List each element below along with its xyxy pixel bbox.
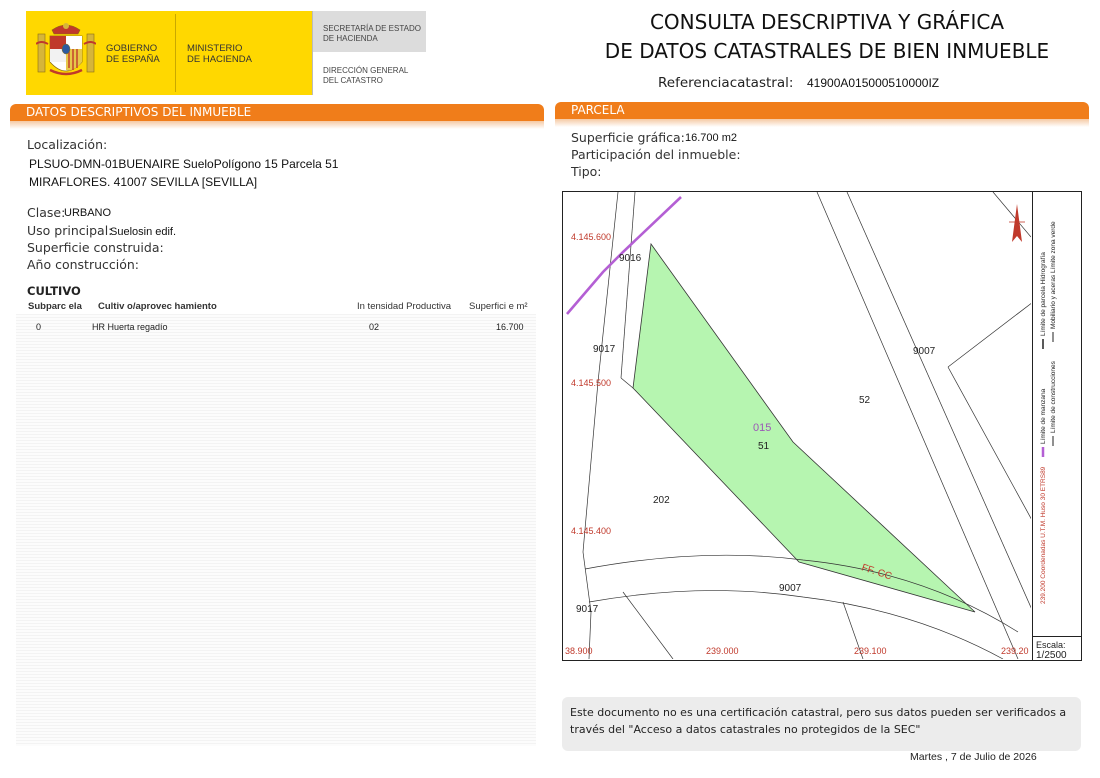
- ministerio-line: DE HACIENDA: [187, 54, 252, 65]
- legend-item-construcciones: Límite de construcciones: [1050, 361, 1057, 433]
- ano-label: Año construcción:: [27, 257, 140, 272]
- uso-value: Suelosin edif.: [110, 226, 177, 238]
- localizacion-line1: PLSUO-DMN-01BUENAIRE SueloPolígono 15 Parcela 51: [29, 157, 339, 171]
- header-divider: [312, 11, 313, 95]
- manzana-label-015: 015: [753, 422, 772, 434]
- y-coord-label: 4.145.500: [571, 378, 612, 388]
- col-header-intensidad: In tensidad Productiva: [357, 301, 452, 312]
- uso-label: Uso principal:: [27, 223, 113, 238]
- x-coord-label: 239.100: [854, 646, 887, 656]
- parcel-label-9007: 9007: [913, 346, 936, 357]
- cultivo-table-body: [16, 314, 536, 746]
- cell-cultivo: HR Huerta regadío: [92, 322, 168, 332]
- cultivo-title: CULTIVO: [27, 284, 81, 298]
- localizacion-line2: MIRAFLORES. 41007 SEVILLA [SEVILLA]: [29, 175, 258, 189]
- col-header-superficie: Superfici e m²: [469, 301, 528, 312]
- cadastral-map: [562, 191, 1033, 661]
- north-arrow-icon: [1009, 204, 1025, 242]
- cell-subparcela: 0: [36, 322, 42, 332]
- x-coord-label: 239.000: [706, 646, 739, 656]
- map-drawing: [563, 192, 1031, 659]
- legend-item-manzana: Límite de manzana: [1040, 388, 1047, 444]
- y-coord-label: 4.145.400: [571, 526, 612, 536]
- section-bar-shadow: [10, 121, 544, 129]
- section-bar-descriptivos: DATOS DESCRIPTIVOS DEL INMUEBLE: [10, 104, 544, 121]
- scale-value: 1/2500: [1036, 650, 1067, 661]
- secretaria-line: DE HACIENDA: [323, 33, 378, 43]
- page-title: [560, 8, 1094, 66]
- ministerio-text: [187, 43, 252, 65]
- ministerio-line: MINISTERIO: [187, 43, 243, 54]
- sup-construida-label: Superficie construida:: [27, 240, 164, 255]
- col-header-subparcela: Subparc ela: [28, 301, 82, 312]
- superficie-grafica-value: 16.700 m2: [685, 132, 737, 144]
- parcel-label-9016: 9016: [619, 253, 642, 264]
- y-coord-label: 4.145.600: [571, 232, 612, 242]
- legend-coords-note: 239.200 Coordenadas U.T.M. Huso 30 ETRS89: [1040, 466, 1047, 604]
- gobierno-line: DE ESPAÑA: [106, 54, 160, 65]
- parcel-label-52: 52: [859, 395, 871, 406]
- cultivo-table-header: [16, 297, 536, 315]
- scale-label: Escala:: [1036, 640, 1066, 650]
- clase-value: URBANO: [64, 207, 112, 219]
- parcel-label-9007-road: 9007: [779, 583, 802, 594]
- participacion-label: Participación del inmueble:: [571, 147, 741, 162]
- section-bar-shadow: [555, 119, 1089, 127]
- legend-item-mobiliario: Mobiliario y aceras Límite zona verde: [1050, 221, 1057, 329]
- coat-of-arms-icon: [36, 20, 96, 86]
- title-line: CONSULTA DESCRIPTIVA Y GRÁFICA: [649, 10, 1005, 34]
- note-line: Este documento no es una certificación catastral, pero sus datos pueden ser verificados a: [570, 706, 1067, 719]
- ref-label: Referenciacatastral:: [658, 75, 794, 91]
- ffcc-label: FF. CC: [860, 562, 894, 583]
- parcel-label-51: 51: [758, 441, 770, 452]
- legend-item-parcela: Límite de parcela Hidrografía: [1040, 252, 1047, 336]
- cell-superficie: 16.700: [496, 322, 524, 332]
- secretaria-line: SECRETARÍA DE ESTADO: [323, 24, 421, 33]
- superficie-grafica-label: Superficie gráfica:: [571, 130, 685, 145]
- header-divider: [175, 14, 176, 92]
- title-line: DE DATOS CATASTRALES DE BIEN INMUEBLE: [604, 39, 1050, 63]
- disclaimer-note: [562, 697, 1081, 751]
- ref-value: 41900A015000510000IZ: [807, 76, 940, 90]
- direccion-line: DIRECCIÓN GENERAL: [323, 66, 409, 75]
- x-coord-label: 239.20: [1001, 646, 1029, 656]
- parcel-label-9017-road: 9017: [576, 604, 599, 615]
- table-row: [16, 318, 536, 334]
- map-legend: [1033, 191, 1082, 637]
- section-bar-parcela: PARCELA: [555, 102, 1089, 119]
- tipo-label: Tipo:: [571, 164, 602, 179]
- secretaria-text: [323, 24, 421, 43]
- map-scale: [1033, 636, 1082, 661]
- note-line: través del "Acceso a datos catastrales no protegidos de la SEC": [570, 723, 921, 736]
- gobierno-text: [106, 43, 160, 65]
- localizacion-label: Localización:: [27, 137, 108, 152]
- legend-drawing: [1033, 192, 1081, 635]
- gobierno-line: GOBIERNO: [106, 43, 158, 54]
- x-coord-label: 38.900: [565, 646, 593, 656]
- direccion-text: [323, 66, 408, 85]
- clase-label: Clase:: [27, 205, 66, 220]
- cell-intensidad: 02: [369, 322, 380, 332]
- parcel-label-202: 202: [653, 495, 670, 506]
- col-header-cultivo: Cultiv o/aprovec hamiento: [98, 301, 217, 312]
- parcel-label-9017: 9017: [593, 344, 616, 355]
- document-date: Martes , 7 de Julio de 2026: [910, 751, 1037, 763]
- direccion-line: DEL CATASTRO: [323, 75, 383, 85]
